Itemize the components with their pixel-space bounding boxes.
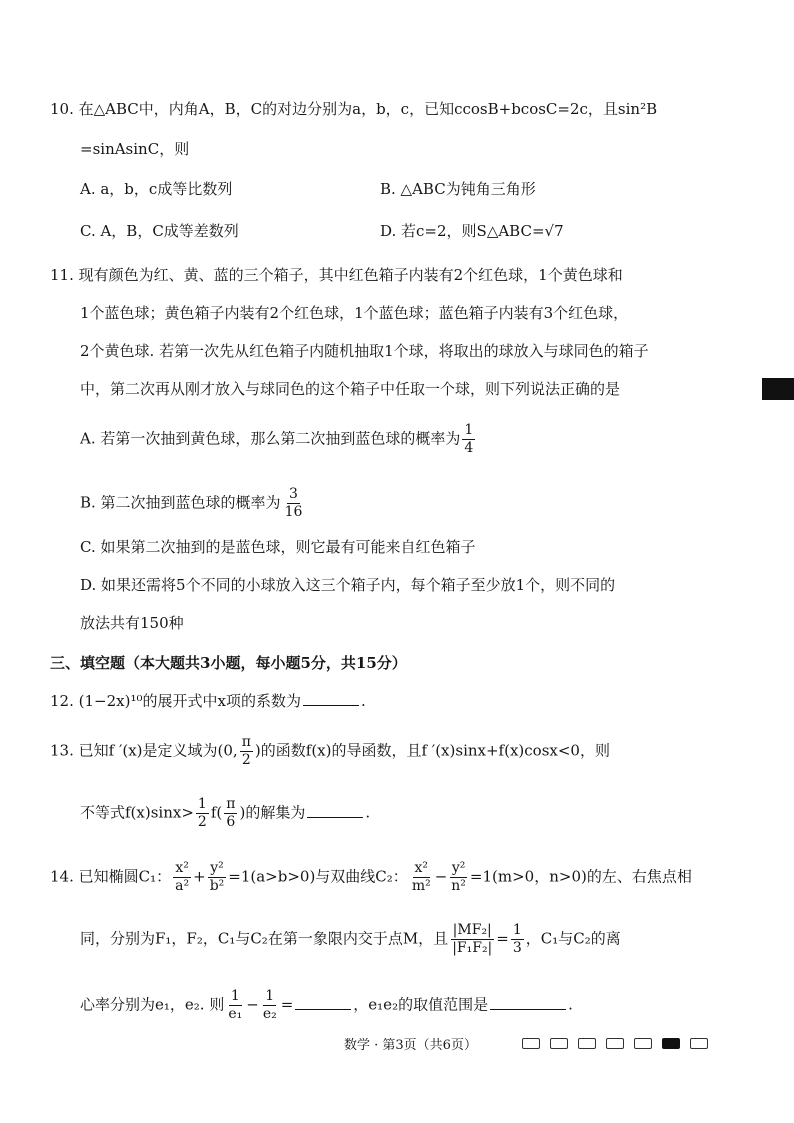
- q11-option-b: [80, 486, 306, 521]
- q11-stem-4: 中，第二次再从刚才放入与球同色的这个箱子中任取一个球，则下列说法正确的是: [80, 380, 621, 398]
- fraction-denominator: e₂: [262, 1006, 277, 1022]
- q14-text-7: 心率分别为e₁，e₂. 则: [80, 995, 225, 1014]
- fraction-x2-a2: [173, 860, 191, 895]
- q14-line2: [80, 922, 621, 957]
- fraction-numerator: y²: [451, 860, 466, 876]
- q10-option-b: B. △ABC为钝角三角形: [380, 180, 536, 198]
- progress-box-4: [606, 1038, 624, 1049]
- progress-box-6: [662, 1038, 680, 1049]
- fraction-three-sixteenths: [283, 486, 305, 521]
- equals-sign: =: [496, 929, 509, 948]
- q11-line1: [50, 264, 623, 286]
- q14-line3: [80, 988, 573, 1023]
- q14-line1: [50, 860, 692, 895]
- q12-answer-blank[interactable]: [303, 691, 359, 706]
- q13-text-5: 的解集为: [245, 803, 306, 822]
- fraction-numerator: 1: [197, 796, 207, 812]
- q12-line: [50, 690, 366, 712]
- equals-sign: =: [280, 995, 294, 1014]
- progress-box-7: [690, 1038, 708, 1049]
- fraction-y2-b2: [208, 860, 227, 895]
- progress-box-2: [550, 1038, 568, 1049]
- fraction-denominator: 2: [197, 814, 207, 830]
- q10-line2: =sinAsinC，则: [80, 140, 190, 158]
- fraction-denominator: |F₁F₂|: [452, 940, 493, 956]
- q11-stem-3: 2个黄色球. 若第一次先从红色箱子内随机抽取1个球，将取出的球放入与球同色的箱子: [80, 342, 649, 360]
- q13-text-3: 不等式f(x)sinx>: [80, 803, 194, 822]
- fraction-y2-n2: [449, 860, 468, 895]
- fraction-one-quarter: [462, 422, 475, 457]
- fraction-numerator: |MF₂|: [452, 922, 492, 938]
- fraction-one-half: [196, 796, 209, 831]
- section-three-heading: 三、填空题（本大题共3小题，每小题5分，共15分）: [50, 654, 407, 672]
- q13-text-2: 的函数f(x)的导函数，且f ′(x)sinx+f(x)cosx<0，则: [260, 741, 610, 760]
- fraction-x2-m2: [410, 860, 433, 895]
- fraction-numerator: π: [241, 734, 251, 750]
- q10-number: 10.: [50, 100, 74, 118]
- fraction-numerator: x²: [414, 860, 429, 876]
- q14-answer-blank-2[interactable]: [490, 995, 566, 1010]
- page-edge-marker: [762, 378, 794, 400]
- q14-period: .: [568, 995, 573, 1014]
- q11-option-c: C. 如果第二次抽到的是蓝色球，则它最有可能来自红色箱子: [80, 538, 476, 556]
- q11-option-d-line1: D. 如果还需将5个不同的小球放入这三个箱子内，每个箱子至少放1个，则不同的: [80, 576, 616, 594]
- q13-interval-left: (0,: [217, 741, 238, 760]
- q12-number: 12.: [50, 692, 74, 710]
- q14-text-2: =1(a>b>0)与双曲线C₂：: [228, 867, 408, 886]
- q10-option-c: C. A，B，C成等差数列: [80, 222, 239, 240]
- q13-period: .: [365, 803, 371, 822]
- q11-option-d-line2: 放法共有150种: [80, 614, 184, 632]
- q13-line2: 不等式f(x)sinx> $\frac{1}{2}$ f( $\frac{\pi}{6}$ )的解集为 .: [80, 796, 371, 830]
- q11-option-a: [80, 422, 477, 457]
- fraction-denominator: 6: [226, 814, 236, 830]
- q11-option-b-text: B. 第二次抽到蓝色球的概率为: [80, 493, 281, 512]
- fraction-denominator: m²: [411, 878, 431, 894]
- fraction-numerator: 1: [230, 988, 240, 1004]
- fraction-numerator: 1: [265, 988, 275, 1004]
- q12-stem: (1−2x)¹⁰的展开式中x项的系数为: [78, 692, 301, 710]
- q14-answer-blank-1[interactable]: [295, 995, 351, 1010]
- q14-text-3: =1(m>0，n>0)的左、右焦点相: [469, 867, 692, 886]
- fraction-denominator: 3: [512, 940, 522, 956]
- fraction-numerator: π: [226, 796, 236, 812]
- page-footer: 数学 · 第3页（共6页）: [344, 1038, 477, 1053]
- page-progress-indicator: [522, 1038, 708, 1049]
- fraction-denominator: 2: [241, 752, 251, 768]
- q11-stem-2: 1个蓝色球；黄色箱子内装有2个红色球，1个蓝色球；蓝色箱子内装有3个红色球，: [80, 304, 629, 322]
- q10-stem: 在△ABC中，内角A，B，C的对边分别为a，b，c，已知ccosB+bcosC=2c，且sin²B: [78, 100, 658, 118]
- fraction-one-over-e2: [261, 988, 279, 1023]
- fraction-denominator: b²: [209, 878, 225, 894]
- q11-option-a-text: A. 若第一次抽到黄色球，那么第二次抽到蓝色球的概率为: [80, 429, 461, 448]
- minus-sign: −: [434, 867, 448, 886]
- fraction-numerator: y²: [210, 860, 224, 876]
- fraction-denominator: 4: [464, 440, 474, 456]
- progress-box-5: [634, 1038, 652, 1049]
- q14-text-1: 已知椭圆C₁：: [78, 867, 172, 886]
- fraction-pi-over-2: [240, 734, 253, 769]
- q14-text-6: ，C₁与C₂的离: [525, 929, 621, 948]
- q11-stem-1: 现有颜色为红、黄、蓝的三个箱子，其中红色箱子内装有2个红色球，1个黄色球和: [78, 266, 623, 284]
- fraction-denominator: a²: [175, 878, 190, 894]
- plus-sign: +: [193, 867, 206, 886]
- fraction-numerator: x²: [175, 860, 189, 876]
- fraction-one-third: [511, 922, 524, 957]
- minus-sign: −: [246, 995, 259, 1014]
- fraction-mf2-f1f2: [450, 922, 494, 957]
- q10-line1: [50, 98, 657, 120]
- fraction-one-over-e1: [226, 988, 244, 1023]
- q14-number: 14.: [50, 867, 74, 886]
- fraction-pi-over-6: [224, 796, 237, 831]
- q13-interval-right: ): [254, 741, 261, 760]
- q14-text-9: ，e₁e₂的取值范围是: [353, 995, 489, 1014]
- q13-number: 13.: [50, 741, 74, 760]
- progress-box-3: [578, 1038, 596, 1049]
- fraction-denominator: e₁: [228, 1006, 243, 1022]
- fraction-numerator: 1: [512, 922, 522, 938]
- fraction-denominator: 16: [284, 504, 303, 520]
- q10-option-d: D. 若c=2，则S△ABC=√7: [380, 222, 564, 240]
- fraction-numerator: 3: [289, 486, 298, 502]
- fraction-denominator: n²: [451, 878, 466, 894]
- q10-option-a: A. a，b，c成等比数列: [80, 180, 233, 198]
- q13-text-4: f: [210, 803, 217, 822]
- q14-text-4: 同，分别为F₁，F₂，C₁与C₂在第一象限内交于点M，且: [80, 929, 449, 948]
- progress-box-1: [522, 1038, 540, 1049]
- q13-line1: [50, 734, 610, 769]
- q13-answer-blank[interactable]: [307, 803, 363, 818]
- q11-number: 11.: [50, 266, 74, 284]
- fraction-numerator: 1: [464, 422, 474, 438]
- q12-period: .: [360, 692, 366, 710]
- q13-text-1: 已知f ′(x)是定义域为: [78, 741, 218, 760]
